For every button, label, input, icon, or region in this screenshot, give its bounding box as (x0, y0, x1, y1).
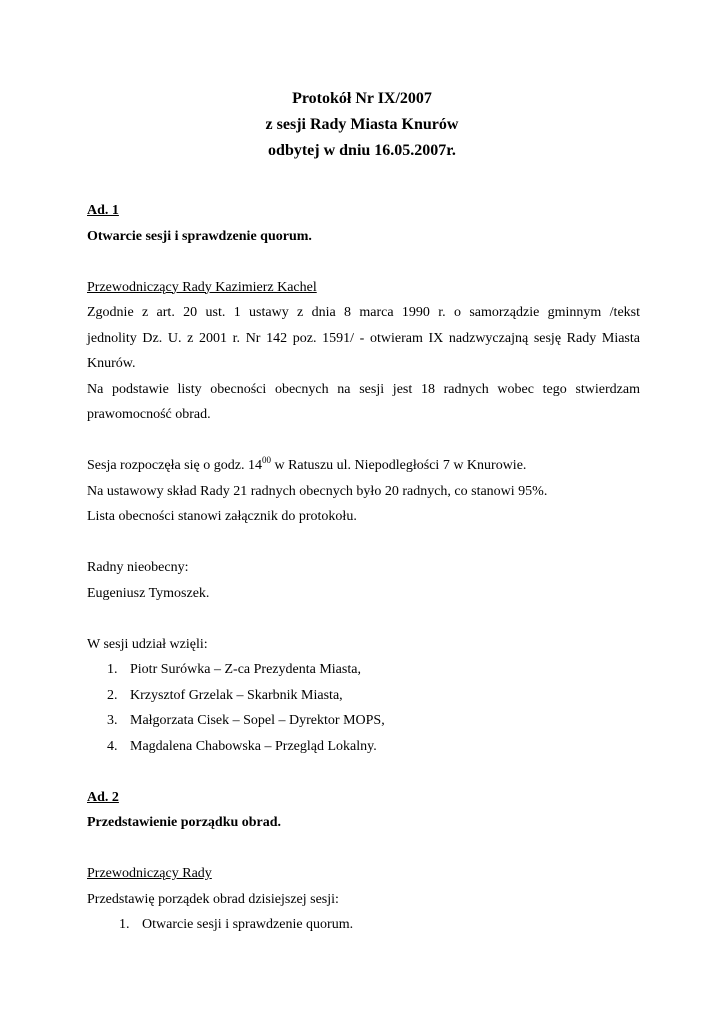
list-item-text: Magdalena Chabowska – Przegląd Lokalny. (130, 738, 377, 754)
ad2-subheading: Przedstawienie porządku obrad. (87, 815, 282, 830)
list-item-text: Małgorzata Cisek – Sopel – Dyrektor MOPS, (130, 713, 385, 728)
list-item-text: Piotr Surówka – Z-ca Prezydenta Miasta, (130, 662, 361, 677)
absent-label: Radny nieobecny: (87, 560, 189, 575)
list-item (87, 734, 640, 760)
document-body (87, 198, 640, 938)
ad1-para2-line1: Na podstawie listy obecności obecnych na sesji jest 18 radnych wobec tego stwierdzam (87, 381, 640, 397)
ad1-para1-line3: Knurów. (87, 356, 136, 371)
title-line-1: Protokół Nr IX/2007 (292, 90, 432, 107)
list-item-number: 2. (107, 687, 118, 703)
title-line-2: z sesji Rady Miasta Knurów (265, 116, 459, 133)
list-item-text: Krzysztof Grzelak – Skarbnik Miasta, (130, 687, 343, 703)
session-start (87, 453, 640, 479)
ad1-para1-line2: jednolity Dz. U. z 2001 r. Nr 142 poz. 1591/ - otwieram IX nadzwyczajną sesję Rady Miasta (87, 330, 640, 346)
session-start-suffix: w Ratuszu ul. Niepodległości 7 w Knurowie. (270, 458, 527, 473)
list-item-text: Otwarcie sesji i sprawdzenie quorum. (142, 917, 354, 932)
ad2-intro: Przedstawię porządek obrad dzisiejszej sesji: (87, 891, 339, 907)
list-item-number: 3. (107, 713, 118, 728)
ad1-para1-line1: Zgodnie z art. 20 ust. 1 ustawy z dnia 8 marca 1990 r. o samorządzie gminnym /tekst (87, 305, 640, 320)
composition: Na ustawowy skład Rady 21 radnych obecnych było 20 radnych, co stanowi 95%. (87, 483, 548, 499)
ad2-heading: Ad. 2 (87, 789, 119, 805)
title-line-3: odbytej w dniu 16.05.2007r. (268, 142, 456, 159)
ad1-speaker: Przewodniczący Rady Kazimierz Kachel (87, 279, 317, 295)
document-title (0, 86, 724, 164)
list-item-number: 1. (119, 917, 130, 932)
list-item (87, 708, 640, 734)
participants-label: W sesji udział wzięli: (87, 636, 208, 652)
list-item (87, 912, 640, 938)
ad1-para2-line2: prawomocność obrad. (87, 407, 211, 422)
list-item (87, 683, 640, 709)
ad1-heading: Ad. 1 (87, 203, 119, 218)
list-item (87, 657, 640, 683)
ad2-speaker: Przewodniczący Rady (87, 866, 212, 881)
list-item-number: 1. (107, 662, 118, 677)
session-start-sup: 00 (261, 455, 271, 465)
ad1-subheading: Otwarcie sesji i sprawdzenie quorum. (87, 228, 312, 244)
attendance: Lista obecności stanowi załącznik do protokołu. (87, 509, 357, 524)
list-item-number: 4. (107, 738, 118, 754)
absent-name: Eugeniusz Tymoszek. (87, 585, 210, 601)
session-start-prefix: Sesja rozpoczęła się o godz. 14 (87, 458, 262, 473)
